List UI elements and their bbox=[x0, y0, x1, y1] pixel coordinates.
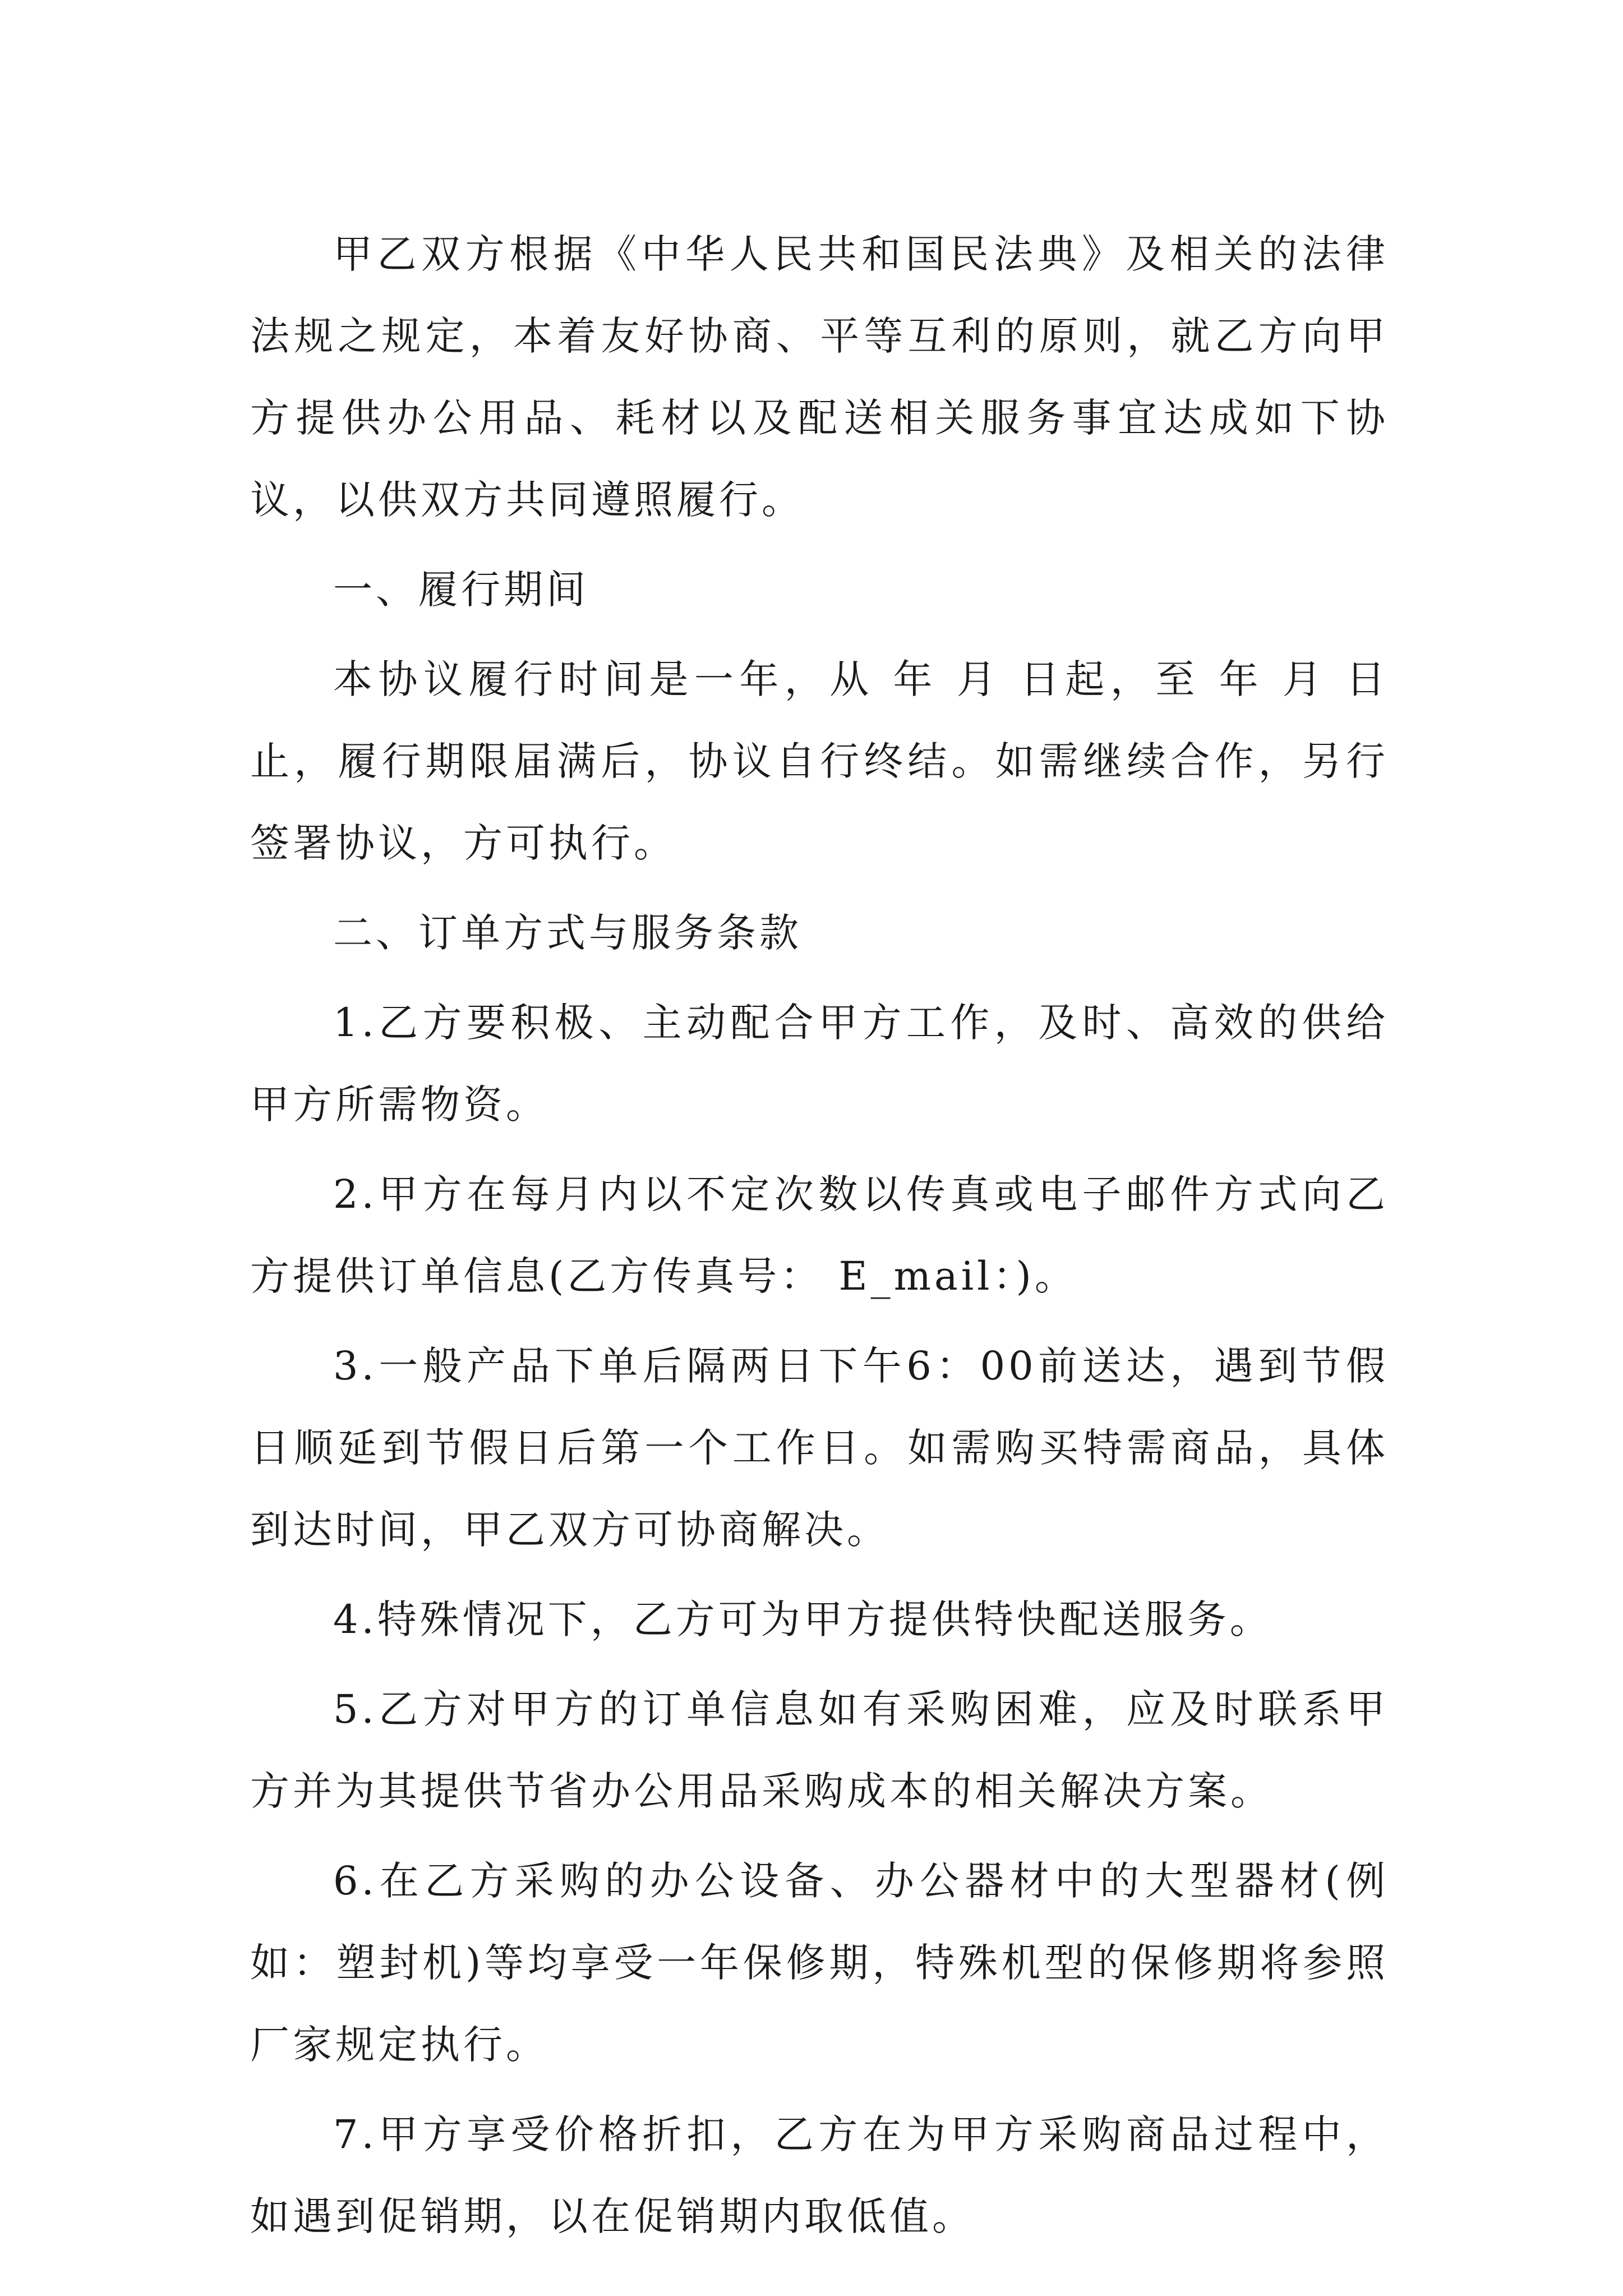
performance-period-paragraph: 本协议履行时间是一年，从 年 月 日起，至 年 月 日止，履行期限届满后，协议自行终结。如需继续合作，另行签署协议，方可执行。 bbox=[250, 656, 1389, 866]
clause-4: 4.特殊情况下，乙方可为甲方提供特快配送服务。 bbox=[333, 1596, 1272, 1642]
section-heading-order-and-service: 二、订单方式与服务条款 bbox=[333, 910, 802, 956]
clause-7: 7.甲方享受价格折扣，乙方在为甲方采购商品过程中，如遇到促销期，以在促销期内取低值。 bbox=[250, 2111, 1389, 2239]
clause-5: 5.乙方对甲方的订单信息如有采购困难，应及时联系甲方并为其提供节省办公用品采购成本的相关解决方案。 bbox=[250, 1686, 1389, 1814]
clause-6: 6.在乙方采购的办公设备、办公器材中的大型器材(例如：塑封机)等均享受一年保修期，特殊机型的保修期将参照厂家规定执行。 bbox=[250, 1858, 1389, 2068]
clause-3: 3.一般产品下单后隔两日下午6：00前送达，遇到节假日顺延到节假日后第一个工作日。如需购买特需商品，具体到达时间，甲乙双方可协商解决。 bbox=[250, 1343, 1389, 1553]
clause-1: 1.乙方要积极、主动配合甲方工作，及时、高效的供给甲方所需物资。 bbox=[250, 1000, 1389, 1128]
section-heading-performance-period: 一、履行期间 bbox=[333, 567, 589, 613]
document-body bbox=[250, 213, 1389, 2265]
intro-paragraph: 甲乙双方根据《中华人民共和国民法典》及相关的法律法规之规定，本着友好协商、平等互利的原则，就乙方向甲方提供办公用品、耗材以及配送相关服务事宜达成如下协议，以供双方共同遵照履行。 bbox=[250, 231, 1389, 523]
clause-2: 2.甲方在每月内以不定次数以传真或电子邮件方式向乙方提供订单信息(乙方传真号： E_mail：)。 bbox=[250, 1171, 1389, 1299]
